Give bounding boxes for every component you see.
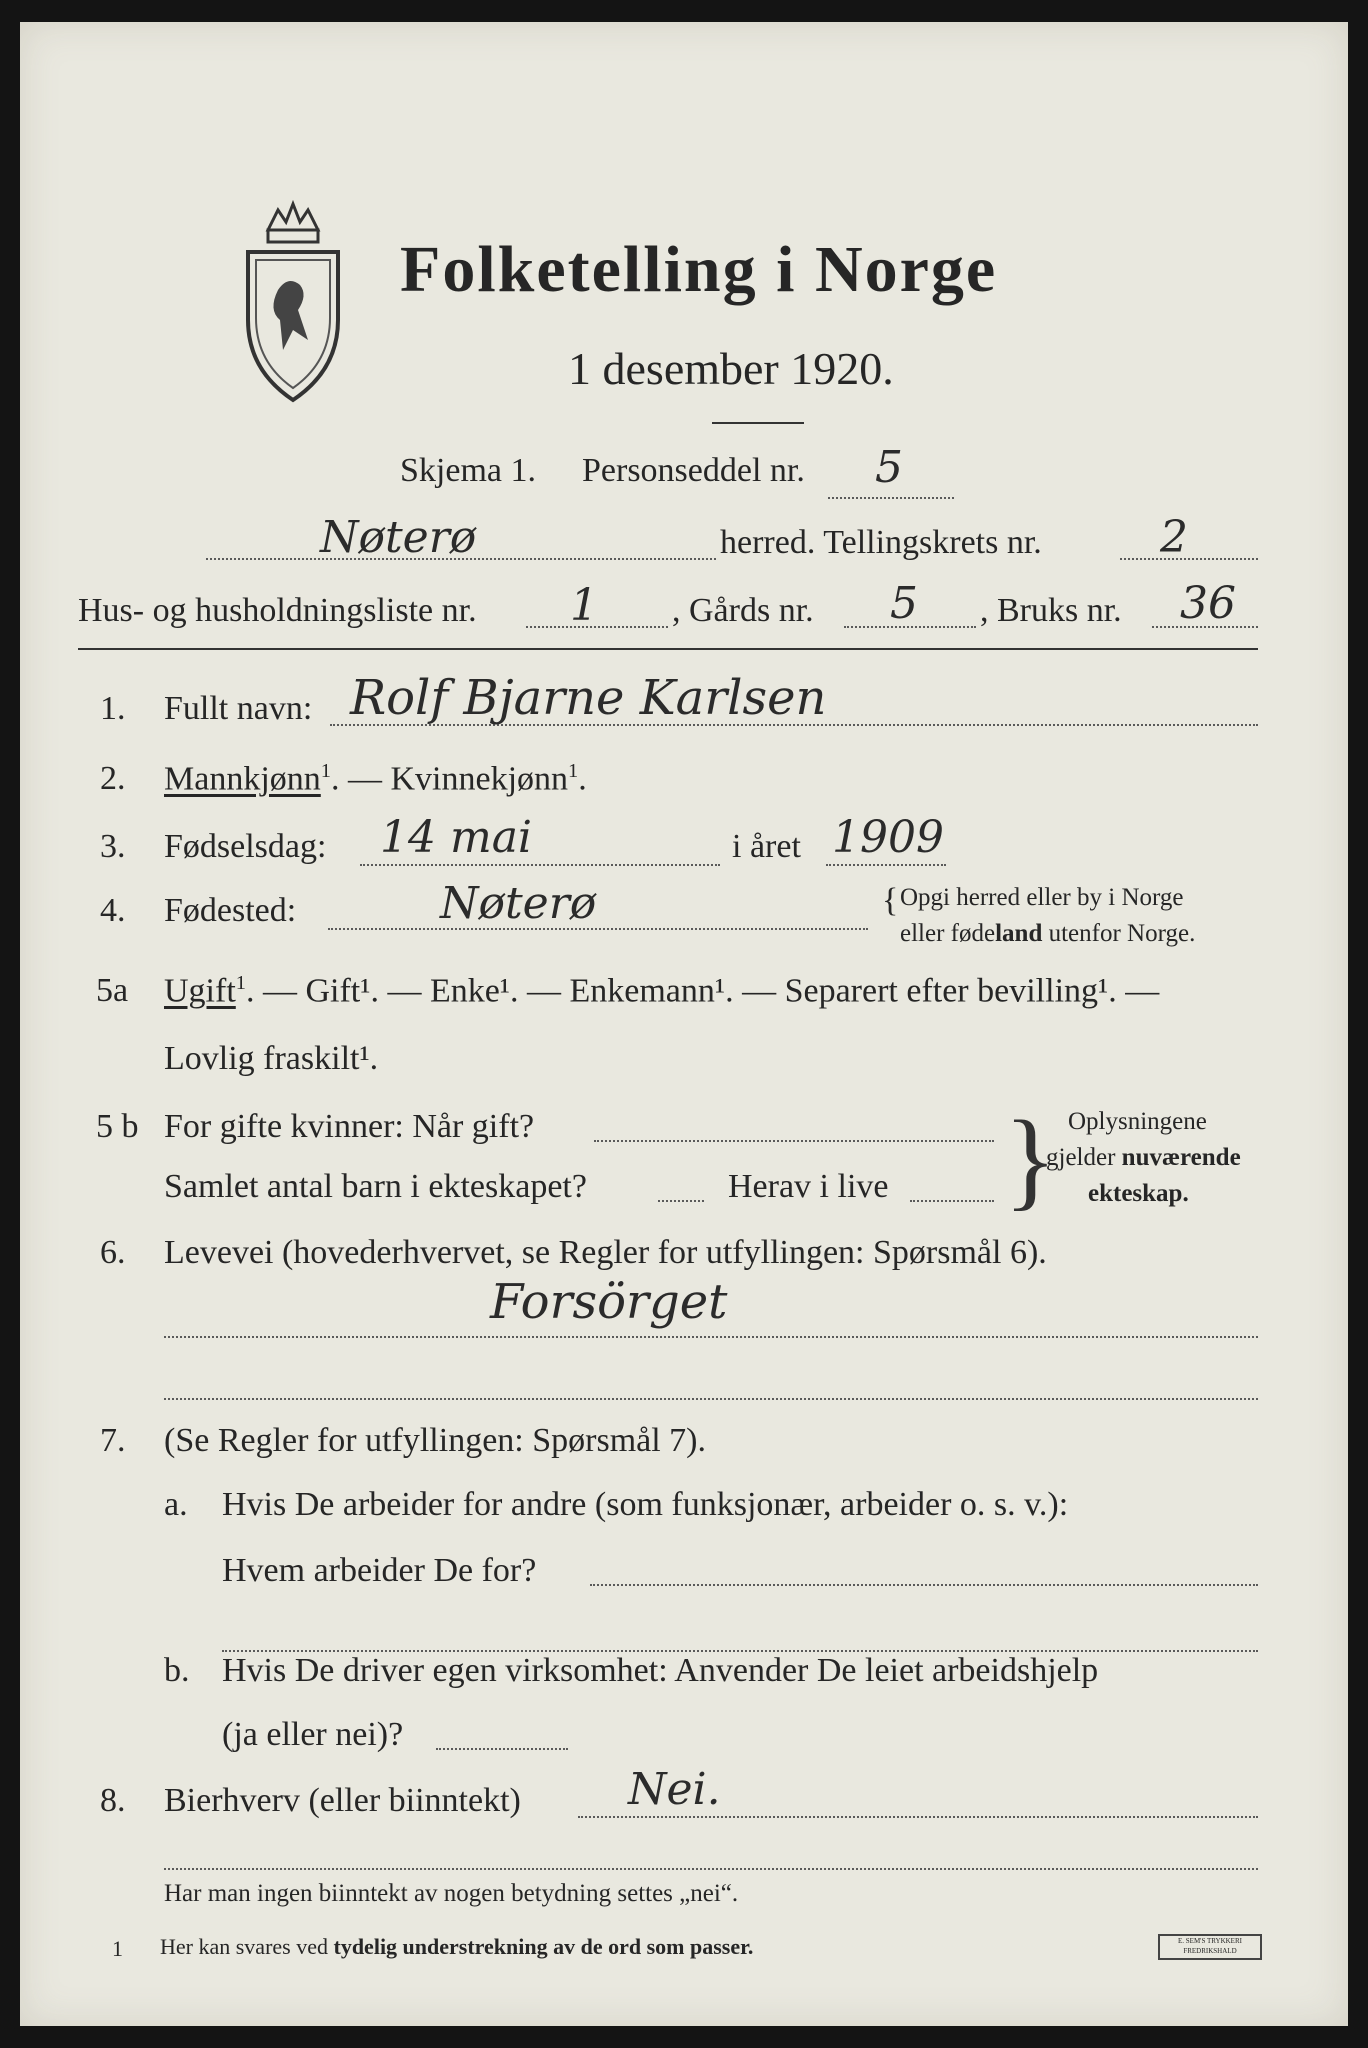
- printer-stamp: E. SEM'S TRYKKERI FREDRIKSHALD: [1158, 1934, 1262, 1960]
- q7a-line1: Hvis De arbeider for andre (som funksjonær, arbeider o. s. v.):: [222, 1486, 1069, 1523]
- gards-label: , Gårds nr.: [672, 592, 814, 629]
- tellingskrets-nr-value[interactable]: 2: [1160, 512, 1188, 563]
- q7-label: (Se Regler for utfyllingen: Spørsmål 7).: [164, 1422, 707, 1459]
- q4-note-line1: Opgi herred eller by i Norge: [900, 884, 1184, 911]
- q7b-line2: (ja eller nei)?: [222, 1716, 404, 1753]
- q3-number: 3.: [100, 828, 126, 865]
- personseddel-nr-value[interactable]: 5: [875, 442, 903, 493]
- q4-number: 4.: [100, 892, 126, 929]
- header-divider: [78, 648, 1258, 650]
- herred-label: herred. Tellingskrets nr.: [720, 524, 1042, 561]
- q7b-line1: Hvis De driver egen virksomhet: Anvender De leiet arbeidshjelp: [222, 1652, 1099, 1689]
- q4-brace: {: [882, 882, 899, 919]
- fodested-value[interactable]: Nøterø: [440, 878, 597, 929]
- fullt-navn-value[interactable]: Rolf Bjarne Karlsen: [350, 670, 827, 726]
- q8-label: Bierhverv (eller biinntekt): [164, 1782, 521, 1819]
- q7a-number: a.: [164, 1486, 188, 1523]
- herred-value[interactable]: Nøterø: [320, 512, 477, 563]
- q5b-note2: gjelder nuværende: [1046, 1144, 1241, 1171]
- footnote-marker: 1: [112, 1936, 123, 1961]
- q7a-line2: Hvem arbeider De for?: [222, 1552, 537, 1589]
- q7b-number: b.: [164, 1652, 190, 1689]
- bierhverv-value[interactable]: Nei.: [628, 1764, 721, 1815]
- skjema-label: Skjema 1.: [400, 452, 536, 489]
- q5b-herav-label: Herav i live: [728, 1168, 889, 1205]
- q5a-options: Ugift$^1$. — Gift¹. — Enke¹. — Enkemann¹. — Separert efter bevilling¹. —: [164, 972, 1160, 1010]
- q7-number: 7.: [100, 1422, 126, 1459]
- husholdningsliste-nr-value[interactable]: 1: [570, 580, 598, 631]
- q2-mannkjonn-option[interactable]: Mannkjønn: [164, 760, 321, 798]
- q5b-brace: }: [1004, 1098, 1057, 1220]
- q5b-note1: Oplysningene: [1068, 1108, 1207, 1135]
- q1-label: Fullt navn:: [164, 690, 313, 727]
- q6-label: Levevei (hovederhvervet, se Regler for utfyllingen: Spørsmål 6).: [164, 1234, 1047, 1271]
- q2-options: Mannkjønn$^1$. — Kvinnekjønn$^1$.: [164, 760, 587, 798]
- fodselsdag-value[interactable]: 14 mai: [380, 812, 533, 863]
- q4-label: Fødested:: [164, 892, 297, 929]
- form-subtitle: 1 desember 1920.: [568, 343, 894, 394]
- gards-nr-value[interactable]: 5: [890, 578, 918, 629]
- q2-kvinnekjonn-option[interactable]: . — Kvinnekjønn: [330, 760, 569, 798]
- q5a-line2[interactable]: Lovlig fraskilt¹.: [164, 1040, 379, 1077]
- q5a-number: 5a: [96, 972, 129, 1009]
- bruks-label: , Bruks nr.: [980, 592, 1122, 629]
- q6-number: 6.: [100, 1234, 126, 1271]
- levevei-value[interactable]: Forsörget: [490, 1274, 728, 1330]
- q5a-ugift-option[interactable]: Ugift: [164, 972, 236, 1010]
- q4-note-line2: eller fødeland utenfor Norge.: [900, 920, 1196, 947]
- q5b-number: 5 b: [96, 1108, 139, 1145]
- coat-of-arms-icon: [238, 190, 348, 410]
- title-divider: [712, 422, 804, 424]
- bruks-nr-value[interactable]: 36: [1180, 578, 1236, 629]
- q5b-note3: ekteskap.: [1088, 1180, 1189, 1207]
- husholdningsliste-label: Hus- og husholdningsliste nr.: [78, 592, 477, 629]
- footnote-text: Her kan svares ved tydelig understrekning av de ord som passer.: [160, 1934, 754, 1959]
- q3-label: Fødselsdag:: [164, 828, 327, 865]
- q5b-line1: For gifte kvinner: Når gift?: [164, 1108, 535, 1145]
- nei-instruction: Har man ingen biinntekt av nogen betydning settes „nei“.: [164, 1880, 739, 1907]
- q1-number: 1.: [100, 690, 126, 727]
- q3-year-label: i året: [732, 828, 801, 865]
- fodselsaar-value[interactable]: 1909: [832, 812, 944, 863]
- q5a-other-options[interactable]: . — Gift¹. — Enke¹. — Enkemann¹. — Separert efter bevilling¹. —: [245, 972, 1160, 1010]
- form-title: Folketelling i Norge: [400, 233, 998, 306]
- personseddel-label: Personseddel nr.: [582, 452, 805, 489]
- q5b-line2: Samlet antal barn i ekteskapet?: [164, 1168, 587, 1205]
- census-form-page: [20, 22, 1348, 2026]
- q2-number: 2.: [100, 760, 126, 797]
- q8-number: 8.: [100, 1782, 126, 1819]
